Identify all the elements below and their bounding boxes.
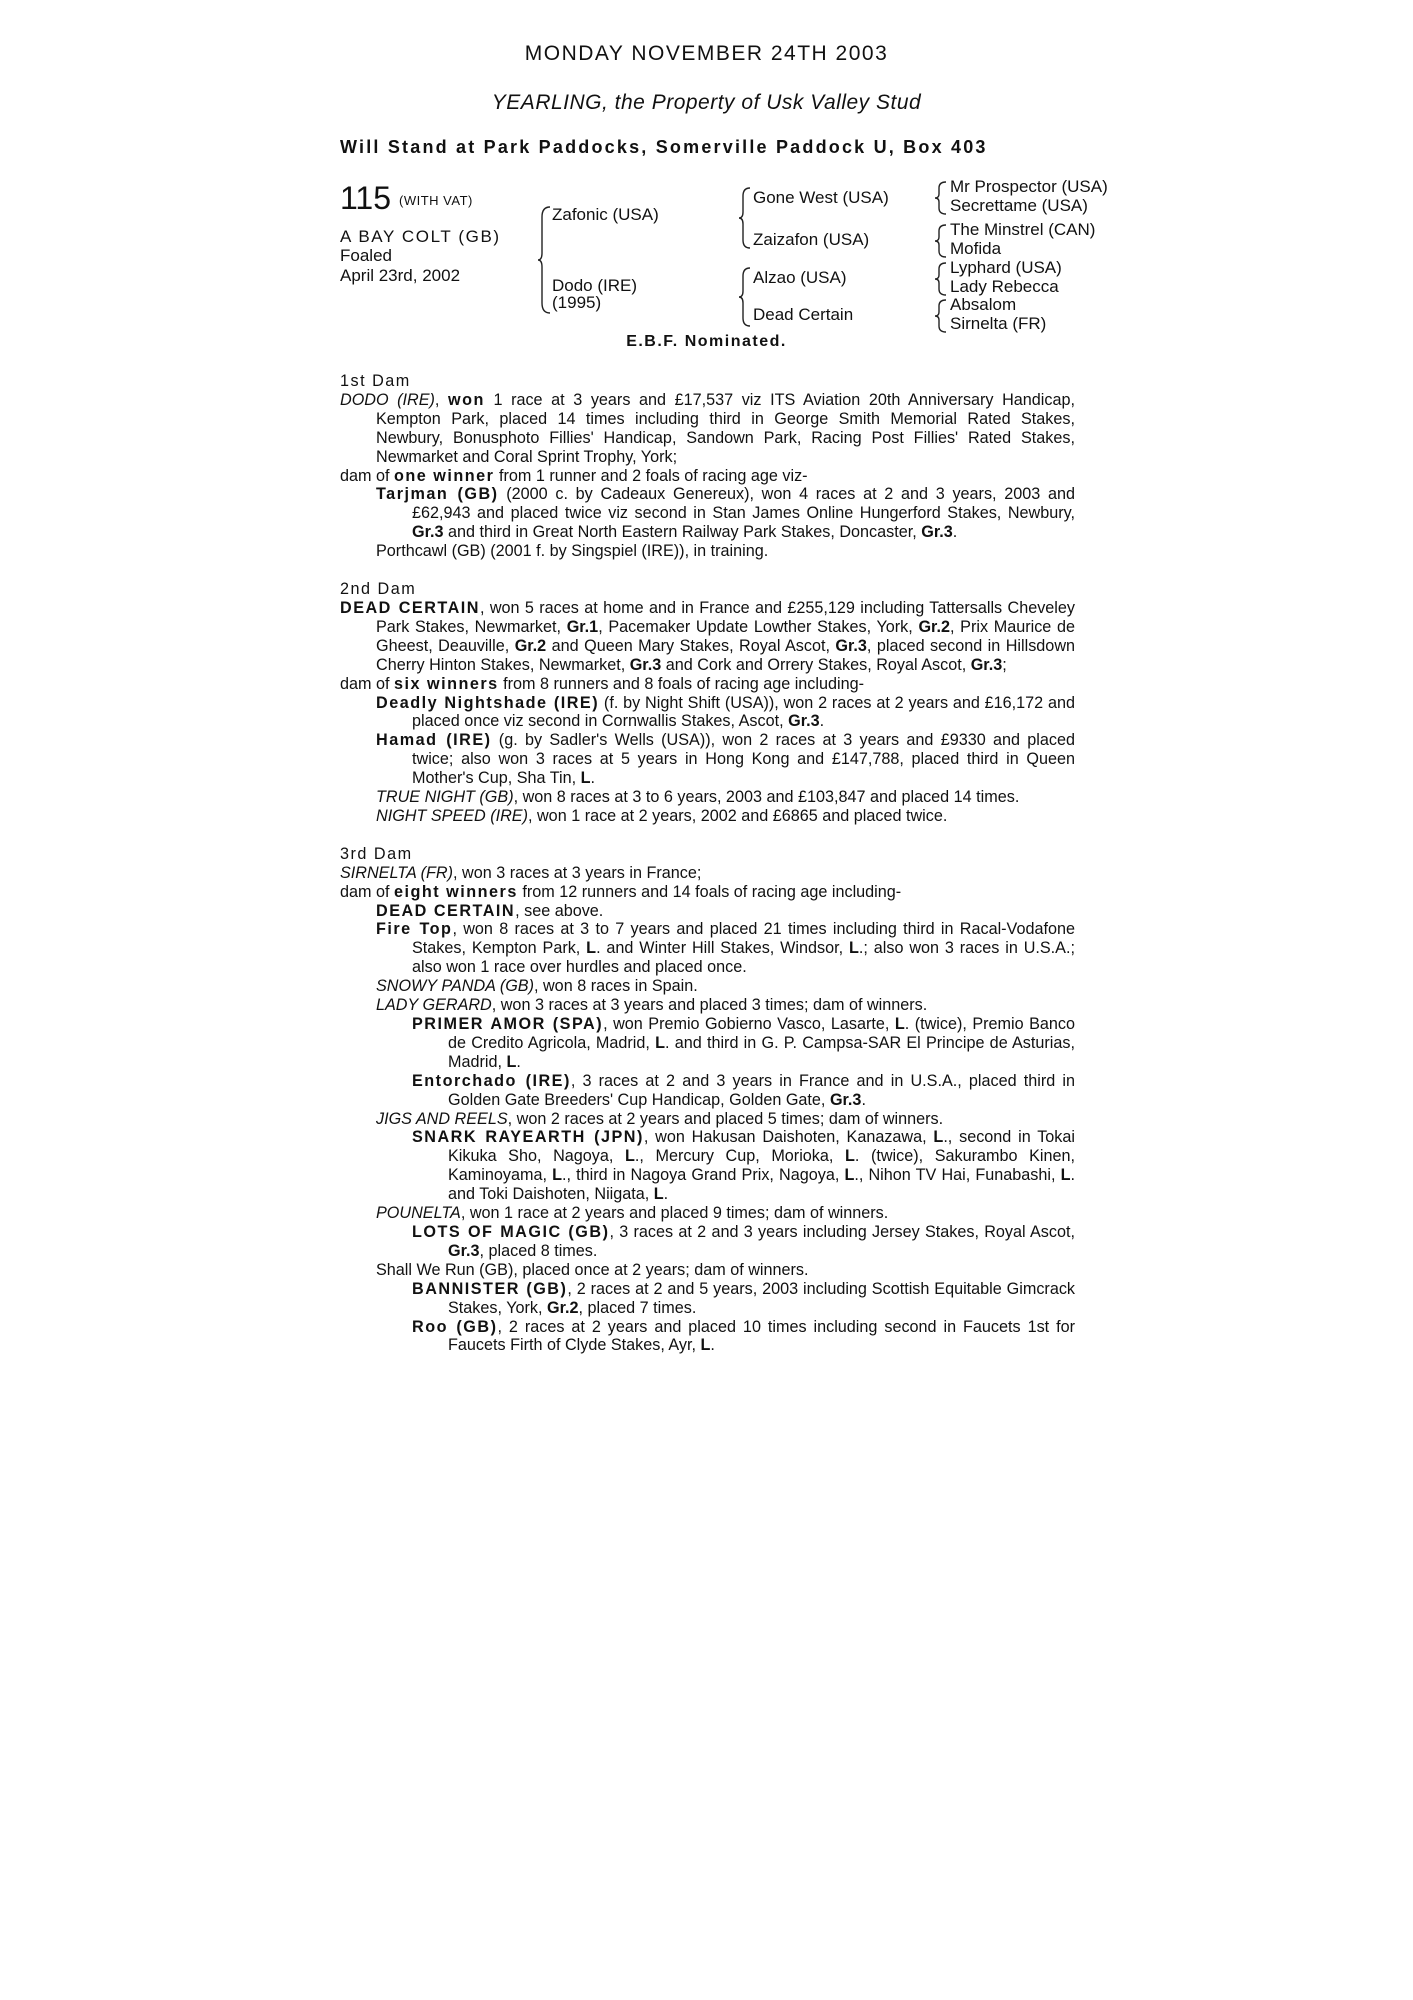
horse-name: PRIMER AMOR (SPA) bbox=[412, 1015, 604, 1033]
listed-mark: L bbox=[849, 939, 859, 958]
record-text: , won 8 races at 3 to 6 years, 2003 and £103,847 and placed 14 times. bbox=[513, 788, 1020, 807]
grandsires-1 bbox=[950, 177, 1108, 215]
listed-mark: L bbox=[580, 769, 591, 788]
produce-snark-rayearth bbox=[340, 1128, 1075, 1204]
record-text: ., second in Tokai Kikuka Sho, Nagoya, bbox=[448, 1128, 1075, 1166]
grade: Gr.3 bbox=[835, 636, 867, 655]
brace-3 bbox=[934, 261, 948, 297]
horse-name: Tarjman (GB) bbox=[376, 485, 499, 504]
record-text: . (twice), Sakurambo Kinen, Kaminoyama, bbox=[448, 1147, 1076, 1185]
grade: Gr.2 bbox=[514, 636, 547, 655]
record-text: , won Hakusan Daishoten, Kanazawa, bbox=[643, 1128, 934, 1147]
won-word: won bbox=[448, 390, 485, 409]
record-text: . bbox=[819, 712, 825, 731]
grade: Gr.3 bbox=[970, 655, 1003, 674]
vat-note: (WITH VAT) bbox=[399, 193, 473, 208]
grade: Gr.3 bbox=[788, 712, 820, 731]
produce-lots-of-magic bbox=[340, 1223, 1075, 1261]
third-dam-name: SIRNELTA (FR) bbox=[340, 863, 454, 882]
produce-roo bbox=[340, 1318, 1075, 1356]
third-dam-record bbox=[340, 864, 1075, 883]
first-dam-record: DODO (IRE), won 1 race at 3 years and £17,537 viz ITS Aviation 20th Anniversary Handicap, Kempton Park, placed 14 times including third in George Smith Memorial Rated Stakes, Newbury, Bonusphoto Fillies' Handicap, Sandown Park, Racing Post Fillies' Rated Stakes, Newmarket and Coral Sprint Trophy, York; bbox=[340, 390, 1076, 466]
horse-name: Deadly Nightshade (IRE) bbox=[376, 693, 600, 712]
produce-entorchado bbox=[340, 1072, 1075, 1110]
horse-name: BANNISTER (GB) bbox=[412, 1279, 568, 1298]
grade: Gr.3 bbox=[921, 523, 953, 542]
listed-mark: L bbox=[933, 1128, 944, 1147]
record-text: , won 3 races at 3 years and placed 3 times; dam of winners. bbox=[491, 996, 928, 1015]
horse-name: Roo (GB) bbox=[412, 1317, 498, 1336]
produce-bannister bbox=[340, 1280, 1075, 1318]
dam-sire: Alzao (USA) bbox=[753, 268, 847, 287]
brace-2 bbox=[934, 223, 948, 259]
record-text: , won 2 races at 2 years and placed 5 times; dam of winners. bbox=[507, 1109, 944, 1128]
record-text: , won 8 races at 3 to 7 years and placed 21 times including third in Racal-Vodafone Stakes, Kempton Park, bbox=[412, 920, 1075, 958]
record-text: (2000 c. by Cadeaux Genereux), won 4 races at 2 and 3 years, 2003 and £62,943 and placed twice viz second in Stan James Online Hungerford Stakes, Newbury, bbox=[412, 485, 1075, 523]
listed-mark: L bbox=[655, 1033, 666, 1052]
ancestor-sirnelta: Sirnelta (FR) bbox=[950, 314, 1047, 333]
record-text: , placed 7 times. bbox=[578, 1298, 697, 1317]
record-text: , Prix Maurice de Gheest, Deauville, bbox=[376, 617, 1075, 655]
brace-1 bbox=[934, 180, 948, 216]
listed-mark: L bbox=[894, 1015, 905, 1033]
sire: Zafonic (USA) bbox=[552, 205, 659, 224]
horse-name: LOTS OF MAGIC (GB) bbox=[412, 1222, 610, 1241]
horse-name: LADY GERARD bbox=[376, 996, 492, 1015]
horse-name: Entorchado (IRE) bbox=[412, 1071, 571, 1090]
ancestor-secrettame: Secrettame (USA) bbox=[950, 196, 1088, 215]
runners-text: from 8 runners and 8 foals of racing age including- bbox=[498, 674, 864, 693]
sire-sire: Gone West (USA) bbox=[753, 188, 889, 207]
grandsires-3 bbox=[950, 258, 1062, 296]
produce-fire-top bbox=[340, 920, 1075, 977]
sire-branch-brace bbox=[738, 186, 752, 250]
horse-name: TRUE NIGHT (GB) bbox=[376, 788, 514, 807]
first-dam-heading: 1st Dam bbox=[340, 372, 411, 390]
second-dam-record bbox=[340, 599, 1075, 675]
produce-pounelta bbox=[340, 1204, 1075, 1223]
record-text: , 2 races at 2 and 5 years, 2003 including Scottish Equitable Gimcrack Stakes, York, bbox=[448, 1279, 1076, 1317]
record-text: . and third in G. P. Campsa-SAR El Principe de Asturias, Madrid, bbox=[448, 1033, 1075, 1071]
record-text: , see above. bbox=[515, 901, 604, 920]
listed-mark: L bbox=[1060, 1166, 1071, 1185]
record-text: . bbox=[590, 769, 596, 788]
listed-mark: L bbox=[586, 939, 597, 958]
sire-dam-brace bbox=[538, 205, 552, 315]
third-dam-produce-summary bbox=[340, 883, 1075, 902]
horse-name: JIGS AND REELS bbox=[376, 1109, 508, 1128]
winners-count: eight winners bbox=[394, 882, 518, 901]
record-text: . bbox=[663, 1185, 669, 1204]
second-dam-name: DEAD CERTAIN bbox=[340, 598, 480, 617]
first-dam-produce-summary bbox=[340, 467, 1075, 486]
second-dam-heading: 2nd Dam bbox=[340, 580, 417, 599]
record-text: ., Mercury Cup, Morioka, bbox=[634, 1147, 845, 1166]
dam-year: (1995) bbox=[552, 293, 602, 312]
grade: Gr.3 bbox=[412, 523, 444, 542]
record-text: . bbox=[710, 1336, 715, 1355]
record-text: . (twice), Premio Banco de Credito Agricola, Madrid, bbox=[448, 1015, 1075, 1052]
dam-dam: Dead Certain bbox=[753, 305, 854, 324]
produce-hamad bbox=[340, 731, 1075, 788]
record-text: and Queen Mary Stakes, Royal Ascot, bbox=[546, 636, 836, 655]
produce-lady-gerard bbox=[340, 996, 1075, 1015]
sire-dam: Zaizafon (USA) bbox=[753, 230, 870, 249]
record-text: and third in Great North Eastern Railway Park Stakes, Doncaster, bbox=[443, 523, 922, 542]
horse-name: POUNELTA bbox=[376, 1204, 461, 1223]
first-dam-text: 1 race at 3 years and £17,537 viz ITS Aviation 20th Anniversary Handicap, Kempton Park, placed 14 times including third in George Smith Memorial Rated Stakes, Newbury, Bonusphoto Fillies' Handicap, Sandown Park, Racing Post Fillies' Rated Stakes, Newmarket and Coral Sprint Trophy, York; bbox=[376, 390, 1076, 466]
record-text: ., Nihon TV Hai, Funabashi, bbox=[854, 1166, 1061, 1185]
grade: Gr.2 bbox=[918, 617, 950, 636]
spacer bbox=[340, 826, 1075, 845]
record-text: , won Premio Gobierno Vasco, Lasarte, bbox=[603, 1015, 895, 1033]
listed-mark: L bbox=[506, 1052, 517, 1071]
ancestor-the-minstrel: The Minstrel (CAN) bbox=[950, 220, 1096, 239]
horse-description: A BAY COLT (GB) bbox=[340, 227, 501, 246]
dam-of-text: dam of bbox=[340, 882, 394, 901]
ebf-nomination: E.B.F. Nominated. bbox=[626, 333, 787, 350]
record-text: . bbox=[861, 1090, 866, 1109]
sale-date: MONDAY NOVEMBER 24TH 2003 bbox=[524, 42, 889, 65]
runners-text: from 12 runners and 14 foals of racing age including- bbox=[517, 882, 902, 901]
record-text: . and Toki Daishoten, Niigata, bbox=[448, 1166, 1075, 1204]
record-text: (g. by Sadler's Wells (USA)), won 2 races at 3 years and £9330 and placed twice; also won 3 races at 5 years in Hong Kong and £147,788, placed third in Queen Mother's Cup, Sha Tin, bbox=[412, 731, 1075, 788]
record-text: , won 1 race at 2 years and placed 9 times; dam of winners. bbox=[460, 1204, 889, 1223]
record-text: , won 8 races in Spain. bbox=[534, 977, 698, 996]
spacer bbox=[340, 561, 1075, 580]
record-text: , 2 races at 2 years and placed 10 times including second in Faucets 1st for Faucets Firth of Clyde Stakes, Ayr, bbox=[448, 1317, 1076, 1355]
ancestor-absalom: Absalom bbox=[950, 295, 1017, 314]
produce-night-speed bbox=[340, 807, 1075, 826]
ancestor-lady-rebecca: Lady Rebecca bbox=[950, 277, 1059, 296]
record-text: , won 3 races at 3 years in France; bbox=[453, 863, 702, 882]
listed-mark: L bbox=[624, 1147, 635, 1166]
produce-dead-certain bbox=[340, 902, 1075, 921]
grandsires-4 bbox=[950, 295, 1046, 333]
produce-deadly-nightshade bbox=[340, 694, 1075, 732]
ancestor-mr-prospector: Mr Prospector (USA) bbox=[950, 177, 1108, 196]
produce-primer-amor bbox=[340, 1015, 1075, 1072]
record-text: , placed 8 times. bbox=[479, 1241, 598, 1260]
dam-of-text: dam of bbox=[340, 466, 394, 485]
record-text: , placed second in Hillsdown Cherry Hinton Stakes, Newmarket, bbox=[376, 636, 1076, 674]
horse-name: SNARK RAYEARTH (JPN) bbox=[412, 1128, 644, 1147]
record-text: , won 5 races at home and in France and £255,129 including Tattersalls Cheveley Park Stakes, Newmarket, bbox=[376, 598, 1075, 636]
dam-of-text: dam of bbox=[340, 674, 394, 693]
listed-mark: L bbox=[653, 1185, 664, 1204]
vendor-line: YEARLING, the Property of Usk Valley Stud bbox=[491, 91, 922, 114]
horse-name: Fire Top bbox=[376, 920, 453, 939]
listed-mark: L bbox=[552, 1166, 562, 1185]
record-text: (f. by Night Shift (USA)), won 2 races at 2 years and £16,172 and placed once viz second in Cornwallis Stakes, Ascot, bbox=[412, 693, 1076, 731]
ancestor-mofida: Mofida bbox=[950, 239, 1002, 258]
record-text: ., third in Nagoya Grand Prix, Nagoya, bbox=[562, 1166, 845, 1185]
brace-4 bbox=[934, 298, 948, 334]
grade: Gr.1 bbox=[566, 617, 599, 636]
record-text: . bbox=[516, 1052, 521, 1071]
listed-mark: L bbox=[844, 1166, 855, 1185]
record-text: . and Winter Hill Stakes, Windsor, bbox=[596, 939, 849, 958]
winners-count: six winners bbox=[394, 674, 499, 693]
grade: Gr.3 bbox=[629, 655, 662, 674]
first-dam-name: DODO (IRE) bbox=[340, 390, 435, 409]
record-text: and Cork and Orrery Stakes, Royal Ascot, bbox=[661, 655, 971, 674]
second-dam-produce-summary bbox=[340, 675, 1075, 694]
listed-mark: L bbox=[700, 1336, 711, 1355]
horse-name: NIGHT SPEED (IRE) bbox=[376, 806, 528, 825]
lot-number bbox=[340, 180, 473, 217]
record-text: ; bbox=[1002, 655, 1007, 674]
stable-location: Will Stand at Park Paddocks, Somerville Paddock U, Box 403 bbox=[340, 137, 988, 157]
horse-name: DEAD CERTAIN bbox=[376, 901, 516, 920]
produce-true-night bbox=[340, 788, 1075, 807]
lot-number-value: 115 bbox=[340, 180, 392, 216]
grade: Gr.3 bbox=[448, 1241, 480, 1260]
dam-name: Dodo (IRE) bbox=[552, 276, 638, 295]
grade: Gr.3 bbox=[829, 1090, 862, 1109]
dam bbox=[552, 277, 637, 311]
grade: Gr.2 bbox=[546, 1298, 579, 1317]
horse-name: SNOWY PANDA (GB) bbox=[376, 977, 534, 996]
produce-jigs-and-reels bbox=[340, 1110, 1075, 1129]
produce-shall-we-run: Shall We Run (GB), placed once at 2 years; dam of winners. bbox=[376, 1260, 809, 1279]
record-text: , 3 races at 2 and 3 years in France and in U.S.A., placed third in Golden Gate Breeders' Cup Handicap, Golden Gate, bbox=[448, 1071, 1075, 1109]
record-text: , Pacemaker Update Lowther Stakes, York, bbox=[598, 617, 919, 636]
record-text: , won 1 race at 2 years, 2002 and £6865 and placed twice. bbox=[528, 806, 948, 825]
produce-record bbox=[340, 372, 1075, 1355]
horse-name: Hamad (IRE) bbox=[376, 731, 492, 750]
record-text: . bbox=[952, 523, 958, 542]
foaled-info bbox=[340, 246, 460, 286]
listed-mark: L bbox=[844, 1147, 855, 1166]
foaled-date: April 23rd, 2002 bbox=[340, 266, 461, 285]
produce-snowy-panda bbox=[340, 977, 1075, 996]
grandsires-2 bbox=[950, 220, 1095, 258]
third-dam-heading: 3rd Dam bbox=[340, 844, 413, 863]
produce-tarjman bbox=[340, 485, 1075, 542]
ancestor-lyphard: Lyphard (USA) bbox=[950, 258, 1062, 277]
produce-porthcawl: Porthcawl (GB) (2001 f. by Singspiel (IRE)), in training. bbox=[376, 542, 769, 561]
runners-text: from 1 runner and 2 foals of racing age viz- bbox=[494, 466, 808, 485]
record-text: , 3 races at 2 and 3 years including Jersey Stakes, Royal Ascot, bbox=[609, 1222, 1075, 1241]
foaled-label: Foaled bbox=[340, 246, 392, 265]
record-text: .; also won 3 races in U.S.A.; also won 1 race over hurdles and placed once. bbox=[412, 939, 1075, 977]
winners-count: one winner bbox=[394, 466, 495, 485]
dam-branch-brace bbox=[738, 266, 752, 328]
